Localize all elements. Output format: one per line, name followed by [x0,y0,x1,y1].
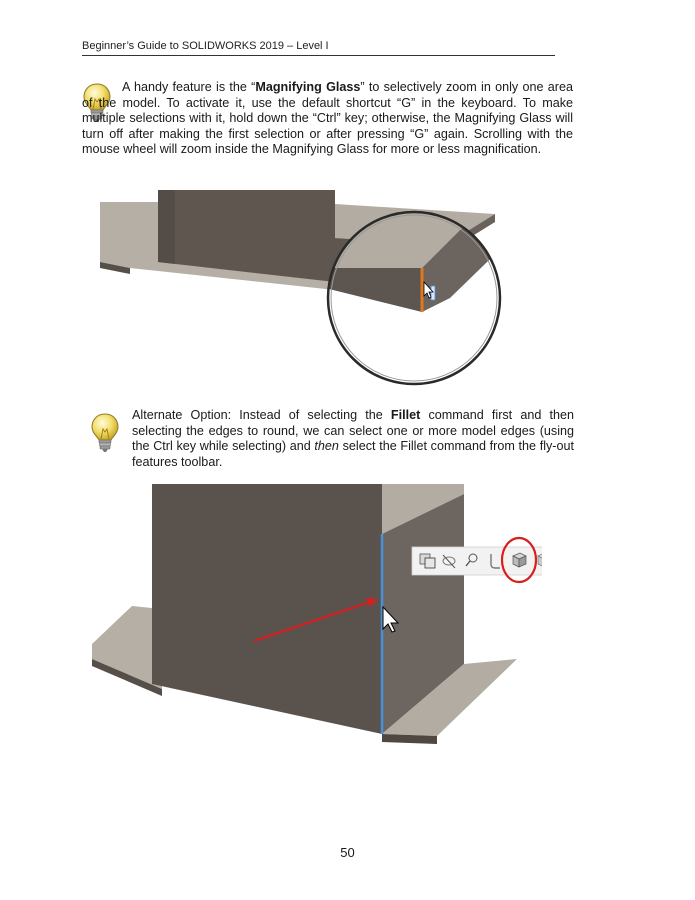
tip1-bold-magnifying-glass: Magnifying Glass [255,80,361,94]
flyout-features-toolbar [412,547,542,575]
figure-flyout-toolbar [92,484,542,764]
tip2-text-2: command first and then selecting the edges to round, we can select one or more model edges (using the Ctrl key while selecting) and [132,408,574,454]
tip2-text-1: Alternate Option: Instead of selecting the [132,408,391,422]
running-title: Beginner’s Guide to SOLIDWORKS 2019 – Level I [82,40,329,52]
figure-magnifying-glass [100,190,520,390]
tip1-text-2: ” to selectively zoom in only one area of the model. To activate it, use the default shortcut “G” in the keyboard. To make multiple selections with it, hold down the “Ctrl” key; otherwise, the Magnifying Glass will turn off after making the first selection or after pressing “G” again. Scrolling with the mouse wheel will zoom inside the Magnifying Glass for more or less magnification. [82,80,573,157]
tip-magnifying-glass [82,80,573,158]
tip2-bold-fillet: Fillet [390,408,421,422]
running-header [82,40,555,56]
tip-alternate-option [132,408,574,470]
tip2-text-3: select the Fillet command from the fly-out features toolbar. [132,439,574,469]
page-number: 50 [340,845,355,860]
lightbulb-tip-icon [90,412,120,454]
tip2-italic-then: then [314,439,339,454]
fillet-icon [513,553,526,567]
tip1-text-1: A handy feature is the “ [122,80,256,94]
